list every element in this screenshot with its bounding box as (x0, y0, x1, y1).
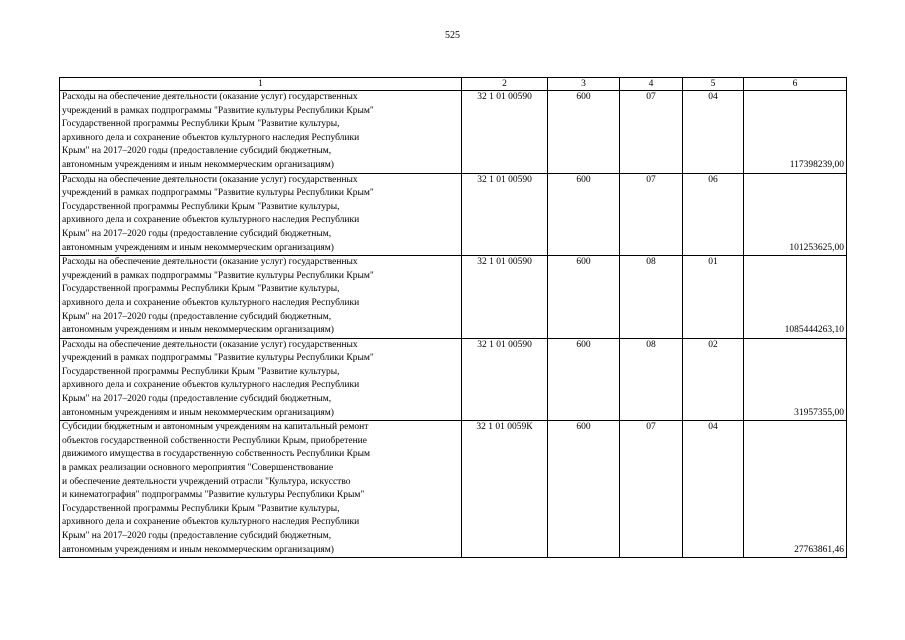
row-description: Расходы на обеспечение деятельности (оказание услуг) государственных учреждений в рамках подпрограммы "Развитие культуры Республики Крым" Государственной программы Республики Крым "Развитие культуры, архивного дела и сохранение объектов культурного наследия Республики Крым" на 2017–2020 годы (предоставление субсидий бюджетным, автономным учреждениям и иным некоммерческим организациям) (60, 91, 462, 174)
table-row (60, 91, 847, 174)
row-col5: 02 (683, 338, 744, 421)
row-description: Субсидии бюджетным и автономным учреждениям на капитальный ремонт объектов государственной собственности Республики Крым, приобретение движимого имущества в государственную собственность Республики Крым в рамках реализации основного мероприятия "Совершенствование и обеспечение деятельности учреждений отрасли "Культура, искусство и кинематография" подпрограммы "Развитие культуры Республики Крым" Государственной программы Республики Крым "Развитие культуры, архивного дела и сохранение объектов культурного наследия Республики Крым" на 2017–2020 годы (предоставление субсидий бюджетным, автономным учреждениям и иным некоммерческим организациям) (60, 421, 462, 558)
row-col4: 07 (620, 173, 683, 256)
row-target-code: 32 1 01 00590 (462, 91, 548, 174)
row-amount: 1085444263,10 (744, 256, 847, 339)
row-description: Расходы на обеспечение деятельности (оказание услуг) государственных учреждений в рамках подпрограммы "Развитие культуры Республики Крым" Государственной программы Республики Крым "Развитие культуры, архивного дела и сохранение объектов культурного наследия Республики Крым" на 2017–2020 годы (предоставление субсидий бюджетным, автономным учреждениям и иным некоммерческим организациям) (60, 173, 462, 256)
table-row (60, 421, 847, 558)
row-col4: 08 (620, 256, 683, 339)
row-target-code: 32 1 01 00590 (462, 173, 548, 256)
row-amount: 31957355,00 (744, 338, 847, 421)
row-col5: 04 (683, 421, 744, 558)
table-row (60, 256, 847, 339)
row-col3: 600 (548, 173, 620, 256)
header-cell: 2 (462, 78, 548, 91)
row-col5: 04 (683, 91, 744, 174)
row-amount: 101253625,00 (744, 173, 847, 256)
row-col5: 06 (683, 173, 744, 256)
row-description: Расходы на обеспечение деятельности (оказание услуг) государственных учреждений в рамках подпрограммы "Развитие культуры Республики Крым" Государственной программы Республики Крым "Развитие культуры, архивного дела и сохранение объектов культурного наследия Республики Крым" на 2017–2020 годы (предоставление субсидий бюджетным, автономным учреждениям и иным некоммерческим организациям) (60, 256, 462, 339)
row-target-code: 32 1 01 00590 (462, 338, 548, 421)
header-cell: 4 (620, 78, 683, 91)
row-col3: 600 (548, 421, 620, 558)
table-row (60, 338, 847, 421)
row-description: Расходы на обеспечение деятельности (оказание услуг) государственных учреждений в рамках подпрограммы "Развитие культуры Республики Крым" Государственной программы Республики Крым "Развитие культуры, архивного дела и сохранение объектов культурного наследия Республики Крым" на 2017–2020 годы (предоставление субсидий бюджетным, автономным учреждениям и иным некоммерческим организациям) (60, 338, 462, 421)
header-cell: 3 (548, 78, 620, 91)
budget-table (59, 77, 847, 558)
row-target-code: 32 1 01 0059К (462, 421, 548, 558)
row-col4: 07 (620, 421, 683, 558)
header-cell: 1 (60, 78, 462, 91)
row-col5: 01 (683, 256, 744, 339)
row-amount: 117398239,00 (744, 91, 847, 174)
row-col4: 07 (620, 91, 683, 174)
row-amount: 27763861,46 (744, 421, 847, 558)
row-col3: 600 (548, 91, 620, 174)
page-number: 525 (445, 30, 460, 41)
row-col4: 08 (620, 338, 683, 421)
row-col3: 600 (548, 338, 620, 421)
table-header-row (60, 78, 847, 91)
header-cell: 6 (744, 78, 847, 91)
header-cell: 5 (683, 78, 744, 91)
row-target-code: 32 1 01 00590 (462, 256, 548, 339)
row-col3: 600 (548, 256, 620, 339)
table-row (60, 173, 847, 256)
